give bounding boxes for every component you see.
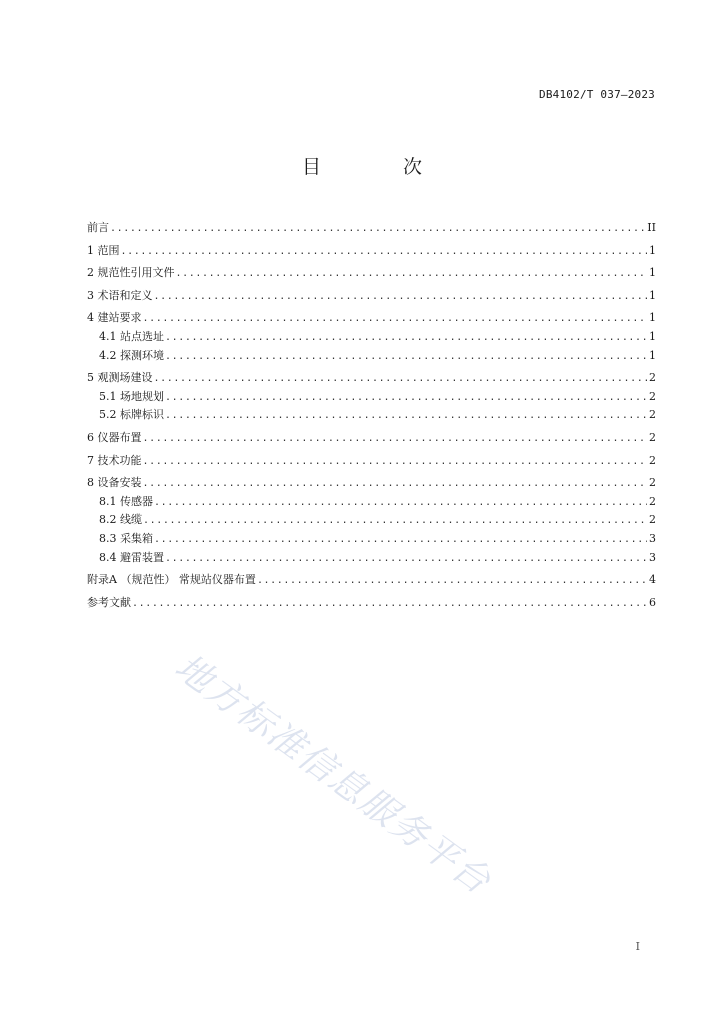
toc-entry-page: 2 bbox=[649, 430, 656, 444]
toc-entry-page: 4 bbox=[649, 573, 656, 587]
toc-entry-label: 前言 bbox=[87, 221, 109, 234]
toc-entry-label: 8.2 线缆 bbox=[99, 513, 142, 527]
toc-dot-leader bbox=[257, 575, 647, 586]
toc-dot-leader bbox=[154, 373, 648, 384]
toc-entry-page: 3 bbox=[649, 531, 656, 545]
toc-entry-sensors[interactable] bbox=[87, 493, 656, 512]
toc-dot-leader bbox=[165, 553, 647, 564]
toc-entry-page: 6 bbox=[649, 595, 656, 609]
toc-dot-leader bbox=[132, 598, 647, 609]
toc-entry-page: 2 bbox=[649, 453, 656, 467]
toc-entry-page: II bbox=[647, 221, 656, 234]
toc-entry-equipment-installation[interactable] bbox=[87, 474, 656, 493]
toc-entry-label: 8.1 传感器 bbox=[99, 494, 153, 508]
page-number: I bbox=[635, 940, 640, 953]
toc-entry-terms[interactable] bbox=[87, 287, 656, 306]
toc-entry-page: 1 bbox=[649, 243, 656, 257]
toc-entry-page: 1 bbox=[649, 348, 656, 362]
toc-entry-signage[interactable] bbox=[87, 406, 656, 425]
table-of-contents bbox=[87, 219, 656, 612]
toc-dot-leader bbox=[165, 351, 647, 362]
toc-entry-site-planning[interactable] bbox=[87, 388, 656, 407]
toc-entry-page: 2 bbox=[649, 476, 656, 490]
toc-entry-label: 8.3 采集箱 bbox=[99, 531, 153, 545]
page-title: 目 次 bbox=[301, 156, 461, 178]
toc-dot-leader bbox=[143, 515, 647, 526]
toc-entry-foreword[interactable] bbox=[87, 219, 656, 238]
toc-dot-leader bbox=[165, 332, 647, 343]
toc-entry-label: 参考文献 bbox=[87, 595, 131, 609]
toc-entry-page: 2 bbox=[649, 494, 656, 508]
toc-entry-site-selection[interactable] bbox=[87, 328, 656, 347]
toc-entry-appendix-a[interactable] bbox=[87, 571, 656, 590]
toc-dot-leader bbox=[121, 246, 648, 257]
toc-entry-page: 2 bbox=[649, 389, 656, 403]
toc-entry-collection-box[interactable] bbox=[87, 530, 656, 549]
toc-entry-page: 1 bbox=[649, 329, 656, 343]
toc-entry-label: 8.4 避雷装置 bbox=[99, 550, 164, 564]
toc-dot-leader bbox=[154, 534, 647, 545]
toc-dot-leader bbox=[154, 497, 647, 508]
toc-dot-leader bbox=[165, 410, 647, 421]
toc-dot-leader bbox=[165, 392, 647, 403]
toc-entry-label: 1 范围 bbox=[87, 243, 120, 257]
watermark: 地方标准信息服务平台 bbox=[167, 646, 499, 904]
toc-entry-label: 4.2 探测环境 bbox=[99, 348, 164, 362]
toc-entry-station-requirements[interactable] bbox=[87, 309, 656, 328]
toc-entry-page: 2 bbox=[649, 408, 656, 422]
toc-entry-label: 4 建站要求 bbox=[87, 311, 142, 325]
toc-entry-label: 8 设备安装 bbox=[87, 476, 142, 490]
toc-entry-technical-functions[interactable] bbox=[87, 452, 656, 471]
toc-entry-label: 7 技术功能 bbox=[87, 453, 142, 467]
toc-entry-label: 5.2 标牌标识 bbox=[99, 408, 164, 422]
toc-dot-leader bbox=[143, 433, 648, 444]
toc-entry-page: 2 bbox=[649, 513, 656, 527]
toc-entry-label: 3 术语和定义 bbox=[87, 288, 153, 302]
toc-entry-page: 2 bbox=[649, 371, 656, 385]
toc-entry-page: 1 bbox=[649, 311, 656, 325]
toc-entry-page: 1 bbox=[649, 266, 656, 280]
toc-dot-leader bbox=[176, 268, 648, 279]
toc-entry-label: 5.1 场地规划 bbox=[99, 389, 164, 403]
toc-entry-cables[interactable] bbox=[87, 511, 656, 530]
toc-entry-lightning-protection[interactable] bbox=[87, 549, 656, 568]
toc-entry-label: 附录A （规范性） 常规站仪器布置 bbox=[87, 573, 256, 587]
toc-entry-page: 1 bbox=[649, 288, 656, 302]
toc-dot-leader bbox=[143, 478, 648, 489]
toc-dot-leader bbox=[143, 456, 648, 467]
document-code: DB4102/T 037—2023 bbox=[539, 88, 655, 101]
toc-entry-label: 6 仪器布置 bbox=[87, 430, 142, 444]
toc-entry-label: 5 观测场建设 bbox=[87, 371, 153, 385]
toc-entry-normative-references[interactable] bbox=[87, 264, 656, 283]
toc-entry-detection-environment[interactable] bbox=[87, 347, 656, 366]
toc-entry-observation-field[interactable] bbox=[87, 369, 656, 388]
toc-entry-page: 3 bbox=[649, 550, 656, 564]
toc-entry-bibliography[interactable] bbox=[87, 594, 656, 613]
toc-entry-label: 2 规范性引用文件 bbox=[87, 266, 175, 280]
toc-dot-leader bbox=[154, 291, 648, 302]
toc-dot-leader bbox=[143, 313, 648, 324]
toc-entry-scope[interactable] bbox=[87, 242, 656, 261]
toc-dot-leader bbox=[110, 223, 645, 234]
toc-entry-label: 4.1 站点选址 bbox=[99, 329, 164, 343]
toc-entry-instrument-layout[interactable] bbox=[87, 429, 656, 448]
